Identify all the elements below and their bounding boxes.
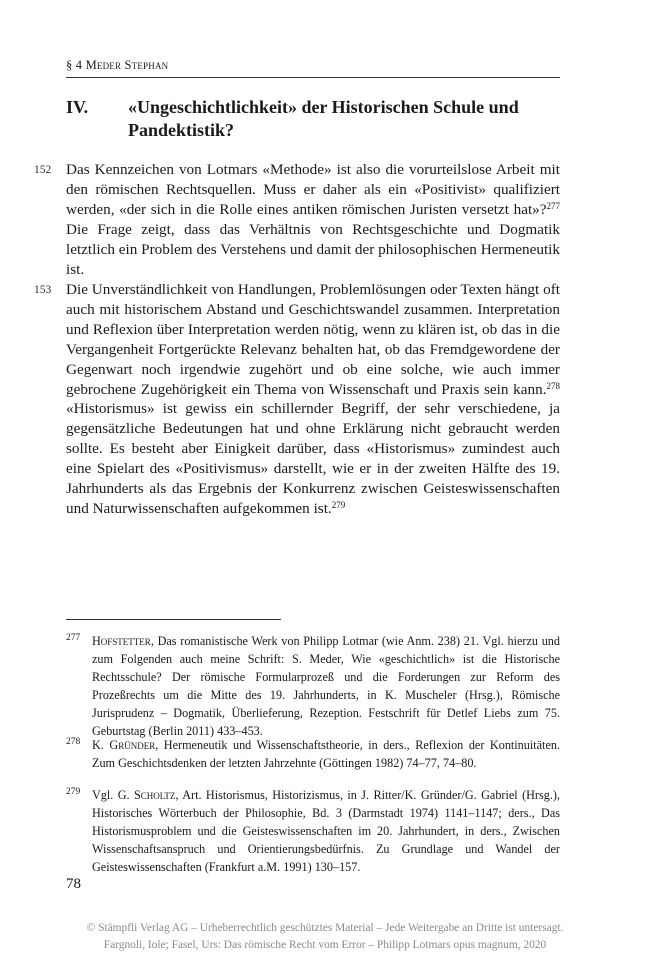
footnote-ref[interactable]: 279 [331,499,346,510]
copyright-line-2: Fargnoli, Iole; Fasel, Urs: Das römische Recht vom Error – Philipp Lotmars opus magnum, 2020 [103,939,547,951]
footnote-author: Hofstetter [92,634,151,648]
footnote-number: 277 [66,633,81,643]
footnote-body: , Hermeneutik und Wissenschaftstheorie, in ders., Reflexion der Kontinuitäten. Zum Geschichtsdenken der letzten Jahrzehnte (Göttingen 1982) 74–77, 74–80. [92,738,560,771]
footnote-278 [66,736,560,772]
footnote-author: Gründer [109,738,156,752]
section-heading [66,96,560,142]
footnote-text [92,736,560,772]
running-head-section: § 4 [66,58,83,72]
copyright-line-1: © Stämpfli Verlag AG – Urheberrechtlich geschütztes Material – Jede Weitergabe an Dritte ist untersagt. [86,922,564,934]
section-title: «Ungeschichtlichkeit» der Historischen Schule und Pandektistik? [128,97,519,140]
paragraph-152 [66,160,560,279]
footnote-279 [66,786,560,876]
paragraph-text: Die Frage zeigt, dass das Verhältnis von Rechtsgeschichte und Dogmatik letztlich ein Problem des Verstehens und damit der philosophischen Hermeneutik ist. [66,220,560,278]
margin-number-152: 152 [34,164,52,176]
footnote-number: 279 [66,787,81,797]
paragraph-text: «Historismus» ist gewiss ein schillernder Begriff, der sehr verschiedene, ja gegensätzliche Bedeutungen hat und ohne Erklärung nicht gebraucht werden sollte. Es besteht aber Einigkeit darüber, dass «Historismus» zumindest auch eine Spielart des «Positivismus» darstellt, wie er in der zweiten Hälfte des 19. Jahrhunderts als das Ergebnis der Konkurrenz zwischen Geisteswissenschaften und Naturwissenschaften aufgekommen ist. [66,400,560,517]
page-number: 78 [66,876,81,892]
footnote-body: , Art. Historismus, Historizismus, in J. Ritter/K. Gründer/G. Gabriel (Hrsg.), Historisches Wörterbuch der Philosophie, Bd. 3 (Darmstadt 1974) 1141–1147; ders., Das Historismusproblem und die Geisteswissenschaften im 20. Jahrhundert, in ders., Zwischen Wissenschaftsanspruch und Orientierungsbedürfnis. Zu Grundlage und Wandel der Geisteswissenschaften (Frankfurt a.M. 1991) 130–157. [92,788,560,875]
section-number: IV. [66,97,89,117]
footnote-author: Scholtz [133,788,176,802]
running-head-author: Meder Stephan [85,58,169,72]
running-head [66,58,560,78]
footnote-ref[interactable]: 277 [546,200,560,211]
footnote-number: 278 [66,737,81,747]
paragraph-text: Das Kennzeichen von Lotmars «Methode» ist also die vorurteilslose Arbeit mit den römischen Rechtsquellen. Muss er daher als ein «Positivist» qualifiziert werden, «der sich in die Rolle eines antiken römischen Juristen versetzt hat»? [66,161,560,218]
footnote-author-prefix: K. [92,738,110,752]
footnote-ref[interactable]: 278 [546,380,560,391]
footnote-divider [66,619,281,620]
footnote-277 [66,632,560,741]
footnote-text [92,632,560,741]
paragraph-text: Die Unverständlichkeit von Handlungen, Problemlösungen oder Texten hängt oft auch mit historischem Abstand und Geschichtswandel zusammen. Interpretation und Reflexion über Interpretation werden nötig, wenn zu klären ist, ob das in die Vergangenheit Fortgerückte Relevanz behalten hat, ob das Fremdgewordene der Gegenwart noch irgendwie zugehört und ob eine solche, wie auch immer gebrochene Zugehörigkeit ein Thema von Wissenschaft und Praxis sein kann. [66,281,560,398]
paragraph-153 [66,280,560,519]
footnote-author-prefix: Vgl. G. [92,788,134,802]
footnote-text [92,786,560,876]
footnote-body: , Das romanistische Werk von Philipp Lotmar (wie Anm. 238) 21. Vgl. hierzu und zum Folgenden auch meine Schrift: S. Meder, Wie «geschichtlich» ist die Historische Rechtsschule? Der römische Formularprozeß und die Forderungen zur Reform des Prozeßrechts um die Mitte des 19. Jahrhunderts, in K. Muscheler (Hrsg.), Römische Jurisprudenz – Dogmatik, Überlieferung, Rezeption. Festschrift für Detlef Liebs zum 75. Geburtstag (Berlin 2011) 433–453. [92,634,560,739]
margin-number-153: 153 [34,284,52,296]
